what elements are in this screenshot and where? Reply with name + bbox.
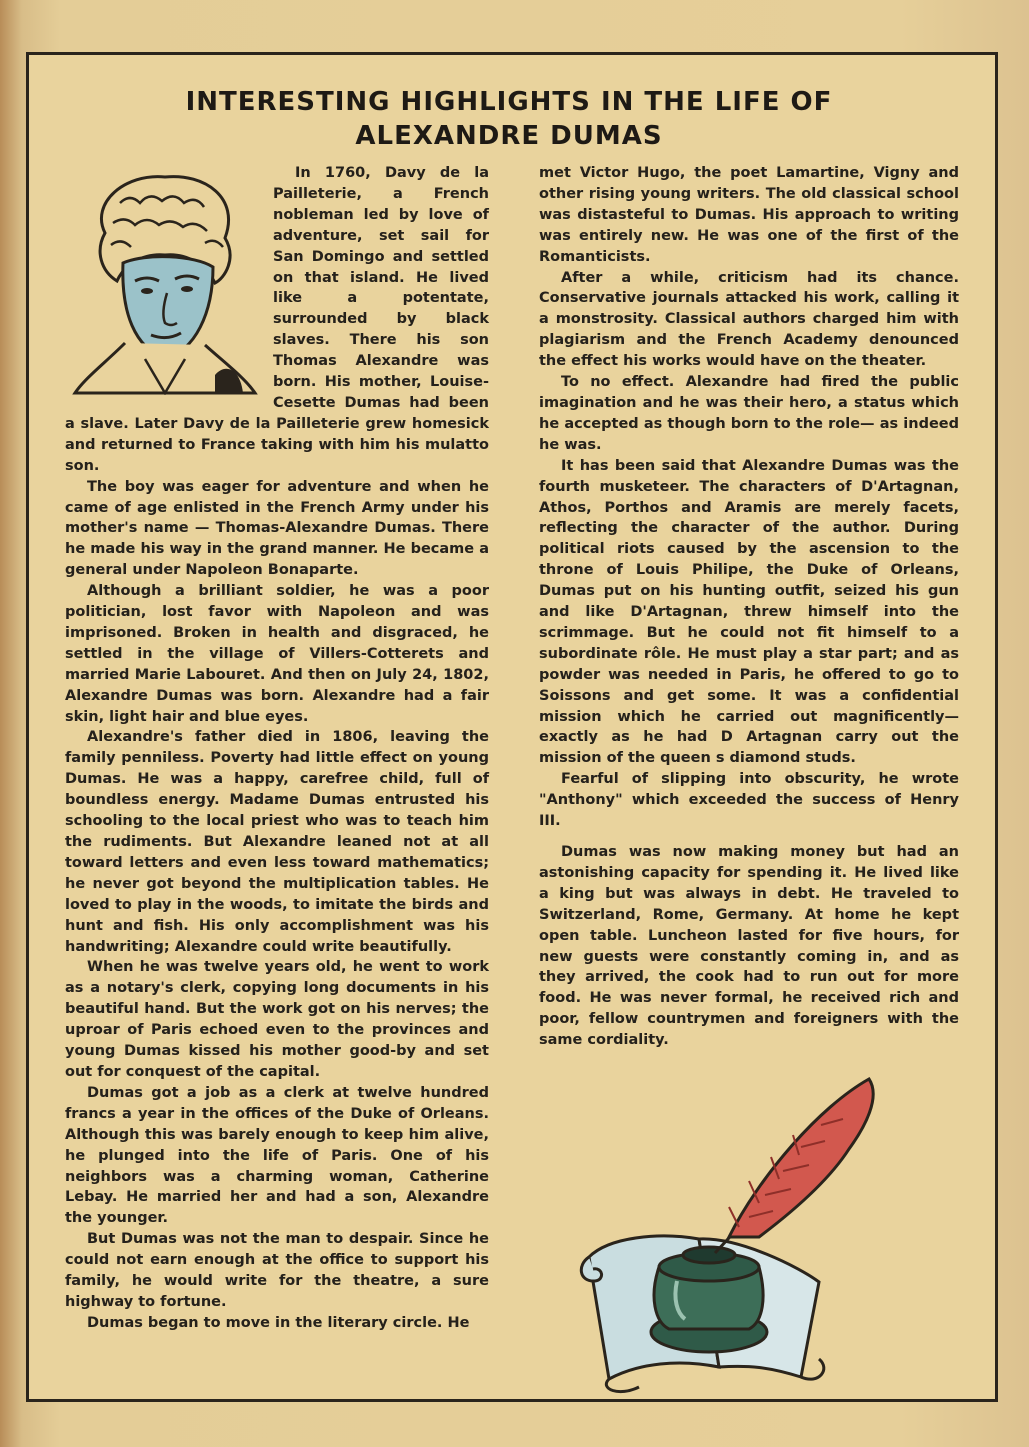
left-paragraph-8: Dumas began to move in the literary circle. He (87, 1314, 470, 1331)
left-paragraph-6: Dumas got a job as a clerk at twelve hundred francs a year in the offices of the Duke of Orleans. Although this was barely enough to keep him alive, he plunged into the life of Paris. One of his neighbors was a charming woman, Catherine Lebay. He married her and had a son, Alexandre the younger. (65, 1084, 489, 1227)
left-paragraph-5: When he was twelve years old, he went to work as a notary's clerk, copying long documents in his beautiful hand. But the work got on his nerves; the uproar of Paris echoed even to the provinces and young Dumas kissed his mother good-by and set out for conquest of the capital. (65, 959, 489, 1080)
right-paragraph-2: After a while, criticism had its chance. Conservative journals attacked his work, calling it a monstrosity. Classical authors charged him with plagiarism and the French Academy denounced the effect his works would have on the theater. (539, 269, 959, 370)
right-column (539, 163, 959, 1051)
left-paragraph-3: Although a brilliant soldier, he was a poor politician, lost favor with Napoleon and was imprisoned. Broken in health and disgraced, he settled in the village of Villers-Cotterets and married Marie Labouret. And then on July 24, 1802, Alexandre Dumas was born. Alexandre had a fair skin, light hair and blue eyes. (65, 583, 489, 725)
right-paragraph-6: Dumas was now making money but had an astonishing capacity for spending it. He lived like a king but was always in debt. He traveled to Switzerland, Rome, Germany. At home he kept open table. Luncheon lasted for five hours, for new guests were constantly coming in, and as they arrived, the cook had to run out for more food. He was never formal, he received rich and poor, fellow countrymen and foreigners with the same cordiality. (539, 844, 959, 1049)
right-paragraph-4: It has been said that Alexandre Dumas was the fourth musketeer. The characters of D'Artagnan, Athos, Porthos and Aramis are merely facets, reflecting the character of the author. During political riots caused by the ascension to the throne of Louis Philipe, the Duke of Orleans, Dumas put on his hunting outfit, seized his gun and like D'Artagnan, threw himself into the scrimmage. But he could not fit himself to a subordinate rôle. He must play a star part; and as powder was needed in Paris, he offered to go to Soissons and get some. It was a confidential mission which he carried out magnificently— exactly as he had D Artagnan carry out the mission of the queen s diamond studs. (539, 457, 959, 767)
title-line-2: ALEXANDRE DUMAS (355, 121, 663, 151)
left-column (65, 163, 489, 1334)
right-paragraph-3: To no effect. Alexandre had fired the public imagination and he was their hero, a status which he accepted as though born to the role— as indeed he was. (539, 374, 959, 453)
left-paragraph-1: In 1760, Davy de la Pailleterie, a French nobleman led by love of adventure, set sail for San Domingo and settled on that island. He lived like a potentate, surrounded by black slaves. There his son Thomas Alexandre was born. His mother, Louise-Cesette Dumas had been a slave. Later Davy de la Pailleterie grew homesick and returned to France taking with him his mulatto son. (65, 165, 489, 474)
article-frame (26, 52, 998, 1402)
left-paragraph-4: Alexandre's father died in 1806, leaving the family penniless. Poverty had little effect on young Dumas. He was a happy, carefree child, full of boundless energy. Madame Dumas entrusted his schooling to the local priest who was to teach him the rudiments. But Alexandre leaned not at all toward letters and even less toward mathematics; he never got beyond the multiplication tables. He loved to play in the woods, to imitate the birds and hunt and fish. His only accomplishment was his handwriting; Alexandre could write beautifully. (65, 729, 489, 955)
quill-inkwell-scroll-illustration (569, 1067, 949, 1397)
dumas-portrait-illustration (65, 163, 261, 395)
right-paragraph-1: met Victor Hugo, the poet Lamartine, Vigny and other rising young writers. The old classical school was distasteful to Dumas. His approach to writing was entirely new. He was one of the first of the Romanticists. (539, 165, 959, 265)
left-paragraph-7: But Dumas was not the man to despair. Since he could not earn enough at the office to support his family, he would write for the theatre, a sure highway to fortune. (65, 1231, 489, 1310)
title-line-1: INTERESTING HIGHLIGHTS IN THE LIFE OF (185, 87, 833, 117)
right-paragraph-5: Fearful of slipping into obscurity, he wrote "Anthony" which exceeded the success of Henry III. (539, 771, 959, 830)
article-title (129, 85, 889, 153)
left-paragraph-2: The boy was eager for adventure and when he came of age enlisted in the French Army under his mother's name — Thomas-Alexandre Dumas. There he made his way in the grand manner. He became a general under Napoleon Bonaparte. (65, 478, 489, 579)
